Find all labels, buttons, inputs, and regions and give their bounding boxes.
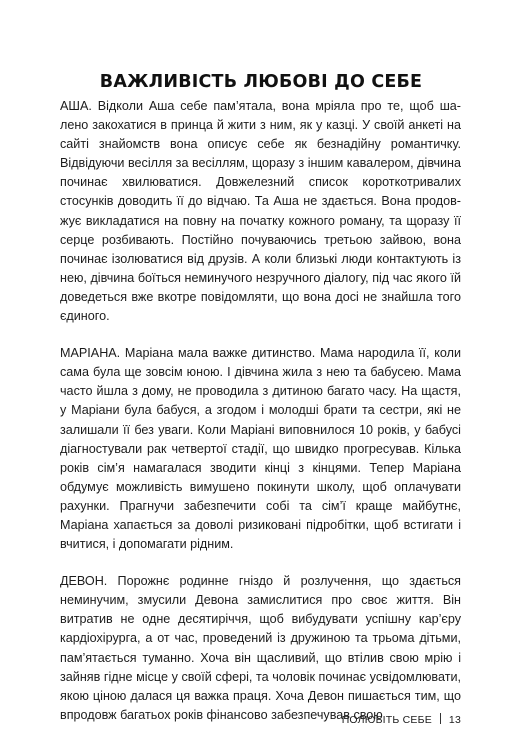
body-text	[60, 97, 461, 743]
page-number: 13	[448, 714, 461, 726]
paragraph-asha: АША. Відколи Аша себе пам’ятала, вона мріяла про те, щоб шалено закохатися в принца й жити з ним, як у казці. У своїй анкеті на сайті знайомств вона описує себе як безнадійну романтичку. Відвідуючи весілля за весіллям, щоразу з іншим кавалером, дівчина починає хвилюватися. Довжелезний список короткотривалих стосунків доводить її до відчаю. Та Аша не здається. Вона продовжує викладатися на повну на початку кожного роману, та щоразу її серце розбивають. Постійно почуваючись третьою зайвою, вона починає ізолюватися від друзів. А коли близькі люди контактують із нею, дівчина боїться неминучого незручного діалогу, під час якого їй доведеться вже вкотре повідомляти, що вона досі не знайшла того єдиного.	[60, 99, 461, 324]
chapter-title: ВАЖЛИВІСТЬ ЛЮБОВІ ДО СЕБЕ	[99, 71, 423, 92]
paragraph-devon: ДЕВОН. Порожнє родинне гніздо й розлучення, що здається неминучим, змусили Девона замислитися про своє життя. Він витратив не одне десятиріччя, щоб вибудувати успішну кар’єру кардіохірурга, а от час, проведений із дружиною та трьома дітьми, пам’ятається туманно. Хоча він щасливий, що втілив свою мрію і зайняв гідне місце у своїй сфері, та чоловік починає усвідомлювати, якою ціною далася ця важка праця. Хоча Девон пишається тим, що впродовж багатьох років фінансово забезпечував свою	[60, 574, 461, 722]
paragraph-mariana: МАРІАНА. Маріана мала важке дитинство. Мама народила її, коли сама була ще зовсім юною. І дівчина жила з нею та бабусею. Мама часто йшла з дому, не проводила з дитиною багато часу. На щастя, у Маріани була бабуся, а згодом і молодші брати та сестри, які не залишали її без уваги. Коли Маріані виповнилося 10 років, у бабусі діагностували рак четвертої стадії, що швидко прогресував. Кілька років сім’я намагалася зводити кінці з кінцями. Тепер Маріана обдумує можливість вимушено покинути школу, щоб оплачувати рахунки. Прагнучи забезпечити собі та сім’ї краще майбутнє, Маріана хапається за доволі ризиковані підробітки, щоб встигати і вчитися, і допомагати рідним.	[60, 346, 461, 552]
page-footer	[342, 713, 461, 726]
footer-separator	[440, 713, 441, 724]
running-title: ПОЛЮБІТЬ СЕБЕ	[341, 714, 432, 726]
